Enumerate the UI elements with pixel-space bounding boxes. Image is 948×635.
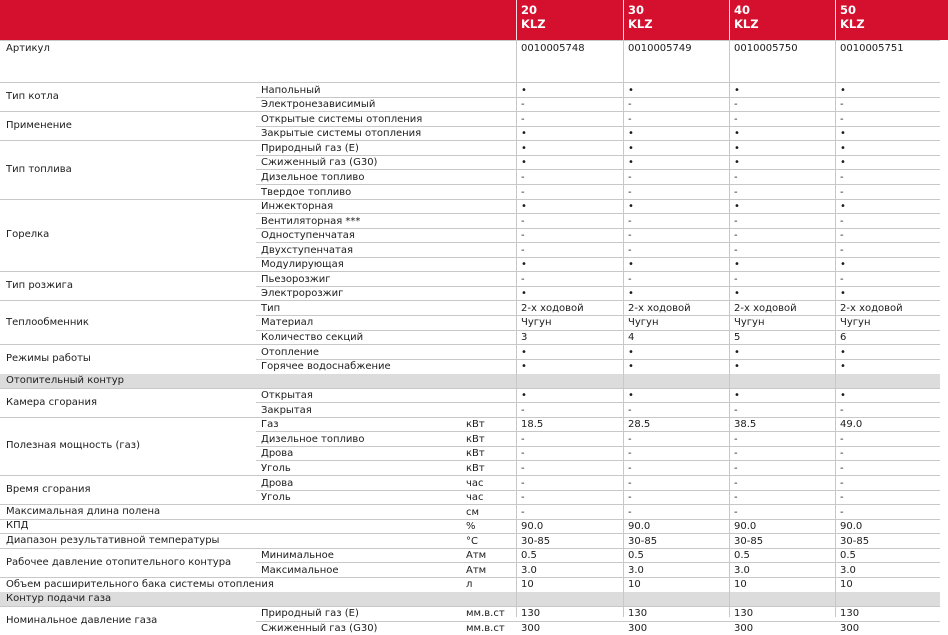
cell-value: -	[521, 448, 525, 459]
cell-value: -	[521, 492, 525, 503]
row-unit: °C	[466, 536, 478, 547]
cell-value: 2-х ходовой	[840, 303, 903, 314]
cell-value: -	[840, 230, 844, 241]
row-unit: кВт	[466, 448, 485, 459]
cell-value: 5	[734, 332, 741, 343]
model-name: KLZ	[734, 17, 759, 31]
row-label: Материал	[261, 317, 314, 328]
cell-value: •	[734, 288, 740, 299]
cell-value: •	[734, 259, 740, 270]
cell-value: 2-х ходовой	[734, 303, 797, 314]
cell-value: •	[840, 157, 846, 168]
cell-value: •	[840, 201, 846, 212]
row-unit: кВт	[466, 434, 485, 445]
row-label: Природный газ (E)	[261, 608, 359, 619]
row-label: Количество секций	[261, 332, 364, 343]
cell-value: •	[521, 128, 527, 139]
cell-value: -	[840, 245, 844, 256]
row-divider	[0, 40, 940, 41]
header-divider	[623, 0, 624, 40]
row-group-label: Теплообменник	[6, 317, 89, 328]
row-divider	[256, 228, 940, 229]
cell-value: -	[521, 216, 525, 227]
row-label: Инжекторная	[261, 201, 334, 212]
cell-value: -	[521, 507, 525, 518]
row-unit: Атм	[466, 565, 487, 576]
row-divider	[256, 169, 940, 170]
cell-value: •	[734, 143, 740, 154]
column-divider	[835, 40, 836, 617]
cell-value: -	[521, 172, 525, 183]
row-label: Вентиляторная ***	[261, 216, 361, 227]
cell-value: 90.0	[628, 521, 651, 532]
cell-value: •	[628, 347, 634, 358]
cell-value: •	[840, 128, 846, 139]
cell-value: -	[840, 99, 844, 110]
cell-value: 130	[628, 608, 648, 619]
cell-value: 28.5	[628, 419, 651, 430]
cell-value: -	[521, 114, 525, 125]
cell-value: •	[628, 157, 634, 168]
cell-value: -	[521, 463, 525, 474]
cell-value: -	[521, 187, 525, 198]
cell-value: -	[840, 187, 844, 198]
cell-value: -	[840, 172, 844, 183]
cell-value: -	[521, 245, 525, 256]
row-divider	[0, 271, 940, 272]
model-number: 20	[521, 3, 538, 17]
cell-value: -	[628, 434, 632, 445]
row-label: Природный газ (E)	[261, 143, 359, 154]
cell-value: -	[840, 463, 844, 474]
cell-value: 0010005748	[521, 43, 585, 54]
row-group-label: Тип котла	[6, 91, 59, 102]
section-title: Отопительный контур	[6, 375, 125, 386]
cell-value: •	[628, 259, 634, 270]
row-divider	[0, 344, 940, 345]
cell-value: -	[521, 230, 525, 241]
row-label: Твердое топливо	[261, 187, 352, 198]
section-title: Контур подачи газа	[6, 593, 112, 604]
header-divider	[729, 0, 730, 40]
cell-value: -	[521, 99, 525, 110]
row-divider	[0, 300, 940, 301]
row-divider	[0, 111, 940, 112]
cell-value: Чугун	[840, 317, 871, 328]
cell-value: -	[734, 114, 738, 125]
cell-value: •	[521, 288, 527, 299]
row-unit: Атм	[466, 550, 487, 561]
cell-value: -	[628, 463, 632, 474]
cell-value: -	[628, 230, 632, 241]
cell-value: 90.0	[840, 521, 863, 532]
cell-value: 49.0	[840, 419, 863, 430]
cell-value: 30-85	[734, 536, 764, 547]
cell-value: •	[734, 347, 740, 358]
section-header	[0, 592, 940, 606]
cell-value: •	[628, 288, 634, 299]
cell-value: -	[628, 405, 632, 416]
cell-value: •	[840, 347, 846, 358]
cell-value: -	[734, 99, 738, 110]
row-label: Отопление	[261, 347, 320, 358]
cell-value: -	[840, 274, 844, 285]
cell-value: 3.0	[840, 565, 856, 576]
row-divider	[0, 504, 940, 505]
row-unit: мм.в.ст	[466, 623, 505, 634]
cell-value: 10	[840, 579, 853, 590]
cell-value: 30-85	[521, 536, 551, 547]
cell-value: 0010005751	[840, 43, 904, 54]
row-divider	[0, 82, 940, 83]
row-group-label: Горелка	[6, 229, 50, 240]
cell-value: 3.0	[734, 565, 750, 576]
row-label: Дрова	[261, 478, 294, 489]
cell-value: 90.0	[734, 521, 757, 532]
cell-value: -	[840, 114, 844, 125]
cell-value: 30-85	[840, 536, 870, 547]
cell-value: -	[840, 405, 844, 416]
cell-value: •	[734, 390, 740, 401]
model-name: KLZ	[628, 17, 653, 31]
row-group-label: Камера сгорания	[6, 397, 97, 408]
cell-value: -	[628, 478, 632, 489]
row-label: Дрова	[261, 448, 294, 459]
cell-value: 300	[521, 623, 541, 634]
cell-value: 0.5	[734, 550, 750, 561]
cell-value: -	[734, 507, 738, 518]
row-unit: час	[466, 492, 484, 503]
row-group-label: Режимы работы	[6, 353, 91, 364]
cell-value: -	[628, 216, 632, 227]
cell-value: -	[521, 478, 525, 489]
cell-value: -	[734, 492, 738, 503]
row-group-label: КПД	[6, 520, 29, 531]
row-divider	[0, 475, 940, 476]
model-number: 30	[628, 3, 645, 17]
model-header-20	[521, 0, 546, 40]
row-divider	[256, 184, 940, 185]
cell-value: 30-85	[628, 536, 658, 547]
model-name: KLZ	[521, 17, 546, 31]
row-divider	[0, 533, 940, 534]
cell-value: -	[628, 172, 632, 183]
cell-value: -	[734, 172, 738, 183]
cell-value: -	[628, 114, 632, 125]
cell-value: 90.0	[521, 521, 544, 532]
cell-value: -	[734, 187, 738, 198]
row-label: Двухступенчатая	[261, 245, 354, 256]
cell-value: •	[628, 201, 634, 212]
row-label: Газ	[261, 419, 279, 430]
cell-value: -	[840, 434, 844, 445]
row-divider	[256, 242, 940, 243]
row-divider	[256, 460, 940, 461]
row-label: Электронезависимый	[261, 99, 376, 110]
cell-value: -	[734, 230, 738, 241]
row-label: Открытые системы отопления	[261, 114, 423, 125]
cell-value: -	[734, 216, 738, 227]
cell-value: -	[521, 405, 525, 416]
column-divider	[729, 40, 730, 617]
row-group-label: Рабочее давление отопительного контура	[6, 557, 232, 568]
cell-value: •	[734, 128, 740, 139]
row-label: Закрытая	[261, 405, 312, 416]
model-number: 40	[734, 3, 751, 17]
row-divider	[256, 490, 940, 491]
row-label: Уголь	[261, 492, 291, 503]
row-group-label: Тип топлива	[6, 164, 72, 175]
row-label: Открытая	[261, 390, 313, 401]
row-group-label: Максимальная длина полена	[6, 506, 161, 517]
row-group-label: Диапазон результативной температуры	[6, 535, 220, 546]
row-label: Сжиженный газ (G30)	[261, 623, 378, 634]
section-header	[0, 374, 940, 388]
row-divider	[256, 213, 940, 214]
cell-value: -	[628, 492, 632, 503]
row-label: Минимальное	[261, 550, 334, 561]
cell-value: Чугун	[521, 317, 552, 328]
cell-value: •	[521, 347, 527, 358]
cell-value: -	[734, 405, 738, 416]
cell-value: 300	[840, 623, 860, 634]
cell-value: 2-х ходовой	[521, 303, 584, 314]
row-divider	[256, 257, 940, 258]
row-divider	[256, 431, 940, 432]
cell-value: -	[840, 478, 844, 489]
cell-value: 130	[734, 608, 754, 619]
cell-value: 3.0	[628, 565, 644, 576]
cell-value: 6	[840, 332, 847, 343]
cell-value: 0010005750	[734, 43, 798, 54]
cell-value: 4	[628, 332, 635, 343]
row-label: Закрытые системы отопления	[261, 128, 422, 139]
row-label: Тип	[261, 303, 281, 314]
row-label: Одноступенчатая	[261, 230, 355, 241]
row-unit: кВт	[466, 419, 485, 430]
row-divider	[0, 140, 940, 141]
row-group-label: Тип розжига	[6, 280, 73, 291]
row-label: Напольный	[261, 85, 321, 96]
model-number: 50	[840, 3, 857, 17]
column-divider	[516, 40, 517, 617]
column-divider	[623, 40, 624, 617]
cell-value: •	[521, 157, 527, 168]
row-unit: см	[466, 507, 480, 518]
row-label: Дизельное топливо	[261, 434, 365, 445]
row-unit: л	[466, 579, 473, 590]
cell-value: 3	[521, 332, 528, 343]
row-group-label: Объем расширительного бака системы отопления	[6, 579, 274, 590]
row-unit: кВт	[466, 463, 485, 474]
cell-value: -	[734, 463, 738, 474]
cell-value: -	[521, 434, 525, 445]
row-label: Уголь	[261, 463, 291, 474]
cell-value: •	[734, 201, 740, 212]
cell-value: 3.0	[521, 565, 537, 576]
cell-value: -	[840, 492, 844, 503]
cell-value: 0.5	[628, 550, 644, 561]
cell-value: •	[628, 128, 634, 139]
cell-value: •	[628, 390, 634, 401]
cell-value: 18.5	[521, 419, 544, 430]
row-divider	[0, 388, 940, 389]
cell-value: -	[734, 448, 738, 459]
row-divider	[0, 199, 940, 200]
header-divider	[835, 0, 836, 40]
row-unit: час	[466, 478, 484, 489]
cell-value: 130	[521, 608, 541, 619]
row-divider	[256, 315, 940, 316]
row-group-label: Полезная мощность (газ)	[6, 440, 140, 451]
cell-value: -	[734, 245, 738, 256]
cell-value: 0.5	[840, 550, 856, 561]
cell-value: -	[734, 434, 738, 445]
cell-value: -	[734, 274, 738, 285]
cell-value: -	[628, 99, 632, 110]
cell-value: •	[734, 85, 740, 96]
cell-value: •	[840, 143, 846, 154]
cell-value: -	[628, 245, 632, 256]
cell-value: •	[521, 201, 527, 212]
cell-value: -	[628, 187, 632, 198]
cell-value: •	[521, 259, 527, 270]
row-unit: %	[466, 521, 476, 532]
cell-value: •	[840, 390, 846, 401]
cell-value: •	[521, 390, 527, 401]
row-label: Электророзжиг	[261, 288, 344, 299]
cell-value: 300	[628, 623, 648, 634]
cell-value: 10	[734, 579, 747, 590]
cell-value: -	[628, 274, 632, 285]
model-name: KLZ	[840, 17, 865, 31]
header-divider	[516, 0, 517, 40]
cell-value: 300	[734, 623, 754, 634]
cell-value: Чугун	[734, 317, 765, 328]
cell-value: -	[628, 448, 632, 459]
model-header-40	[734, 0, 759, 40]
cell-value: •	[840, 259, 846, 270]
cell-value: 0.5	[521, 550, 537, 561]
cell-value: •	[734, 361, 740, 372]
row-group-label: Время сгорания	[6, 484, 91, 495]
cell-value: •	[840, 85, 846, 96]
cell-value: 38.5	[734, 419, 757, 430]
model-header-30	[628, 0, 653, 40]
cell-value: -	[840, 448, 844, 459]
cell-value: 130	[840, 608, 860, 619]
row-label: Модулирующая	[261, 259, 344, 270]
row-label: Горячее водоснабжение	[261, 361, 391, 372]
cell-value: •	[628, 85, 634, 96]
cell-value: •	[521, 143, 527, 154]
row-unit: мм.в.ст	[466, 608, 505, 619]
cell-value: 10	[521, 579, 534, 590]
row-divider	[256, 402, 940, 403]
cell-value: 2-х ходовой	[628, 303, 691, 314]
cell-value: -	[840, 216, 844, 227]
row-divider	[256, 562, 940, 563]
cell-value: •	[521, 361, 527, 372]
row-label: Максимальное	[261, 565, 339, 576]
cell-value: •	[628, 143, 634, 154]
row-group-label: Номинальное давление газа	[6, 615, 158, 626]
cell-value: •	[628, 361, 634, 372]
row-divider	[256, 286, 940, 287]
cell-value: Чугун	[628, 317, 659, 328]
cell-value: -	[840, 507, 844, 518]
cell-value: •	[734, 157, 740, 168]
table-header-bar	[0, 0, 948, 40]
row-label: Пьезорозжиг	[261, 274, 331, 285]
cell-value: -	[521, 274, 525, 285]
row-label: Сжиженный газ (G30)	[261, 157, 378, 168]
cell-value: •	[521, 85, 527, 96]
cell-value: 0010005749	[628, 43, 692, 54]
cell-value: •	[840, 361, 846, 372]
cell-value: •	[840, 288, 846, 299]
model-header-50	[840, 0, 865, 40]
row-divider	[256, 446, 940, 447]
row-group-label: Применение	[6, 120, 72, 131]
row-group-label: Артикул	[6, 43, 50, 54]
row-label: Дизельное топливо	[261, 172, 365, 183]
cell-value: -	[628, 507, 632, 518]
cell-value: 10	[628, 579, 641, 590]
cell-value: -	[734, 478, 738, 489]
